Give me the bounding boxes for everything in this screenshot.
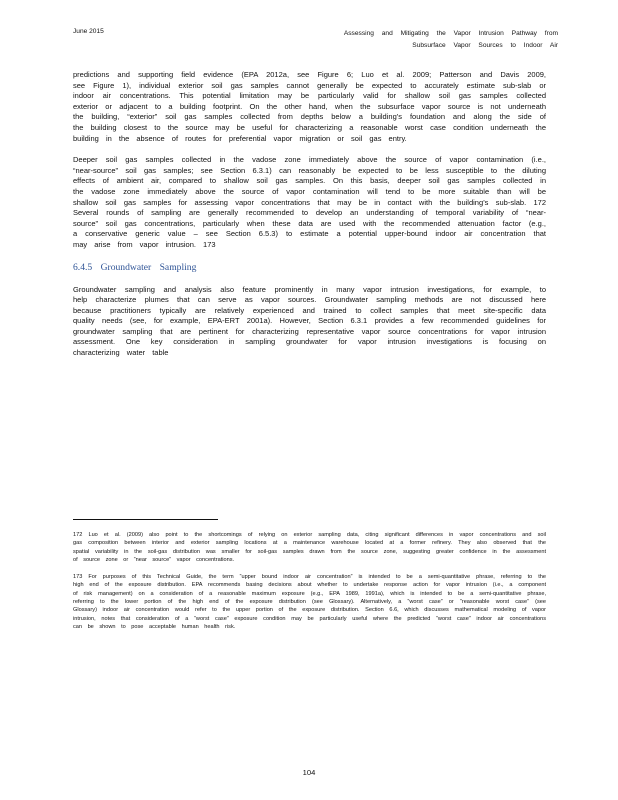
body-paragraph: Deeper soil gas samples collected in the vadose zone immediately above the source of vapor contamination (i.e., “near-source” soil gas samples; see Section 6.3.1) can reasonably be expected to be less susceptible to the diluting effects of ambient air, compared to shallow soil gas samples. On this basis, deeper soil gas samples collected in the vadose zone immediately above the source of vapor contamination will tend to be more suitable than will be shallow soil gas samples for assessing vapor concentrations that may be in contact with the building’s sub-slab. 172 Several rounds of sampling are generally recommended to develop an understanding of temporal variability of “near-source” soil gas concentrations, particularly when these data are used with the recommended attenuation factor (e.g., a conservative generic value – see Section 6.5.3) to estimate a potential upper-bound indoor air concentration that may arise from vapor intrusion. 173 [73,155,546,249]
header-date: June 2015 [73,28,104,35]
footnote-separator [73,519,218,520]
page-header [60,26,558,56]
footnote: 172 Luo et al. (2009) also point to the shortcomings of relying on exterior sampling data, citing significant differences in vapor concentrations and soil gas composition between interior and exterior sampling locations at a maintenance warehouse located at a former refinery. They also observed that the spatial variability in the soil-gas distribution was smaller for soil-gas samples drawn from the source zone, suggesting greater confidence in the assessment of source zone or “near source” vapor concentrations. [73,532,546,563]
main-content [73,70,546,370]
footnote: 173 For purposes of this Technical Guide, the term “upper bound indoor air concentration” is intended to be a semi-quantitative phrase, referring to the high end of the exposure distribution. EPA recommends basing decisions about whether to undertake response action for vapor intrusion (i.e., a component of risk management) on a consideration of a reasonable maximum exposure (e.g., EPA 1989, 1991a), which is intended to be a semi-quantitative phrase, referring to the lower portion of the high end of the exposure distribution (see Glossary). Alternatively, a “worst case” or “reasonable worst case” (see Glossary) indoor air concentration would refer to the upper portion of the exposure distribution. Section 6.6, which discusses mathematical modeling of vapor intrusion, notes that consideration of a “worst case” exposure condition may be particularly useful where the predicted “worst case” indoor air concentrations can be shown to pose acceptable human health risk. [73,574,546,630]
section-heading: 6.4.5 Groundwater Sampling [73,261,197,273]
body-paragraph: predictions and supporting field evidence (EPA 2012a, see Figure 6; Luo et al. 2009; Patterson and Davis 2009, see Figure 1), individual exterior soil gas samples cannot generally be expected to accurately estimate sub-slab or indoor air concentrations. This potential limitation may be particularly valid for shallow soil gas samples collected exterior or adjacent to a building footprint. On the other hand, when the subsurface vapor source is not underneath the building, “exterior” soil gas samples collected from depths below a building’s foundation and along the side of the building closest to the source may be useful for characterizing a reasonable worst case condition underneath the building in the absence of routes for preferential vapor migration or soil gas entry. [73,70,546,143]
page-number: 104 [302,768,316,777]
body-paragraph: Groundwater sampling and analysis also feature prominently in many vapor intrusion investigations, for example, to help characterize plumes that can serve as vapor sources. Groundwater sampling methods are not discussed here because practitioners typically are relatively experienced and trained to collect samples that meet site-specific data quality needs (see, for example, EPA-ERT 2001a). However, Section 6.3.1 provides a few recommended guidelines for groundwater sampling that are pertinent for characterizing representative vapor source concentrations for vapor intrusion assessment. One key consideration in sampling groundwater for vapor intrusion investigations is focusing on characterizing water table [73,284,546,358]
header-document-title: Assessing and Mitigating the Vapor Intrusion Pathway from Subsurface Vapor Sources to Indoor Air [343,30,558,49]
footnotes [73,531,546,640]
